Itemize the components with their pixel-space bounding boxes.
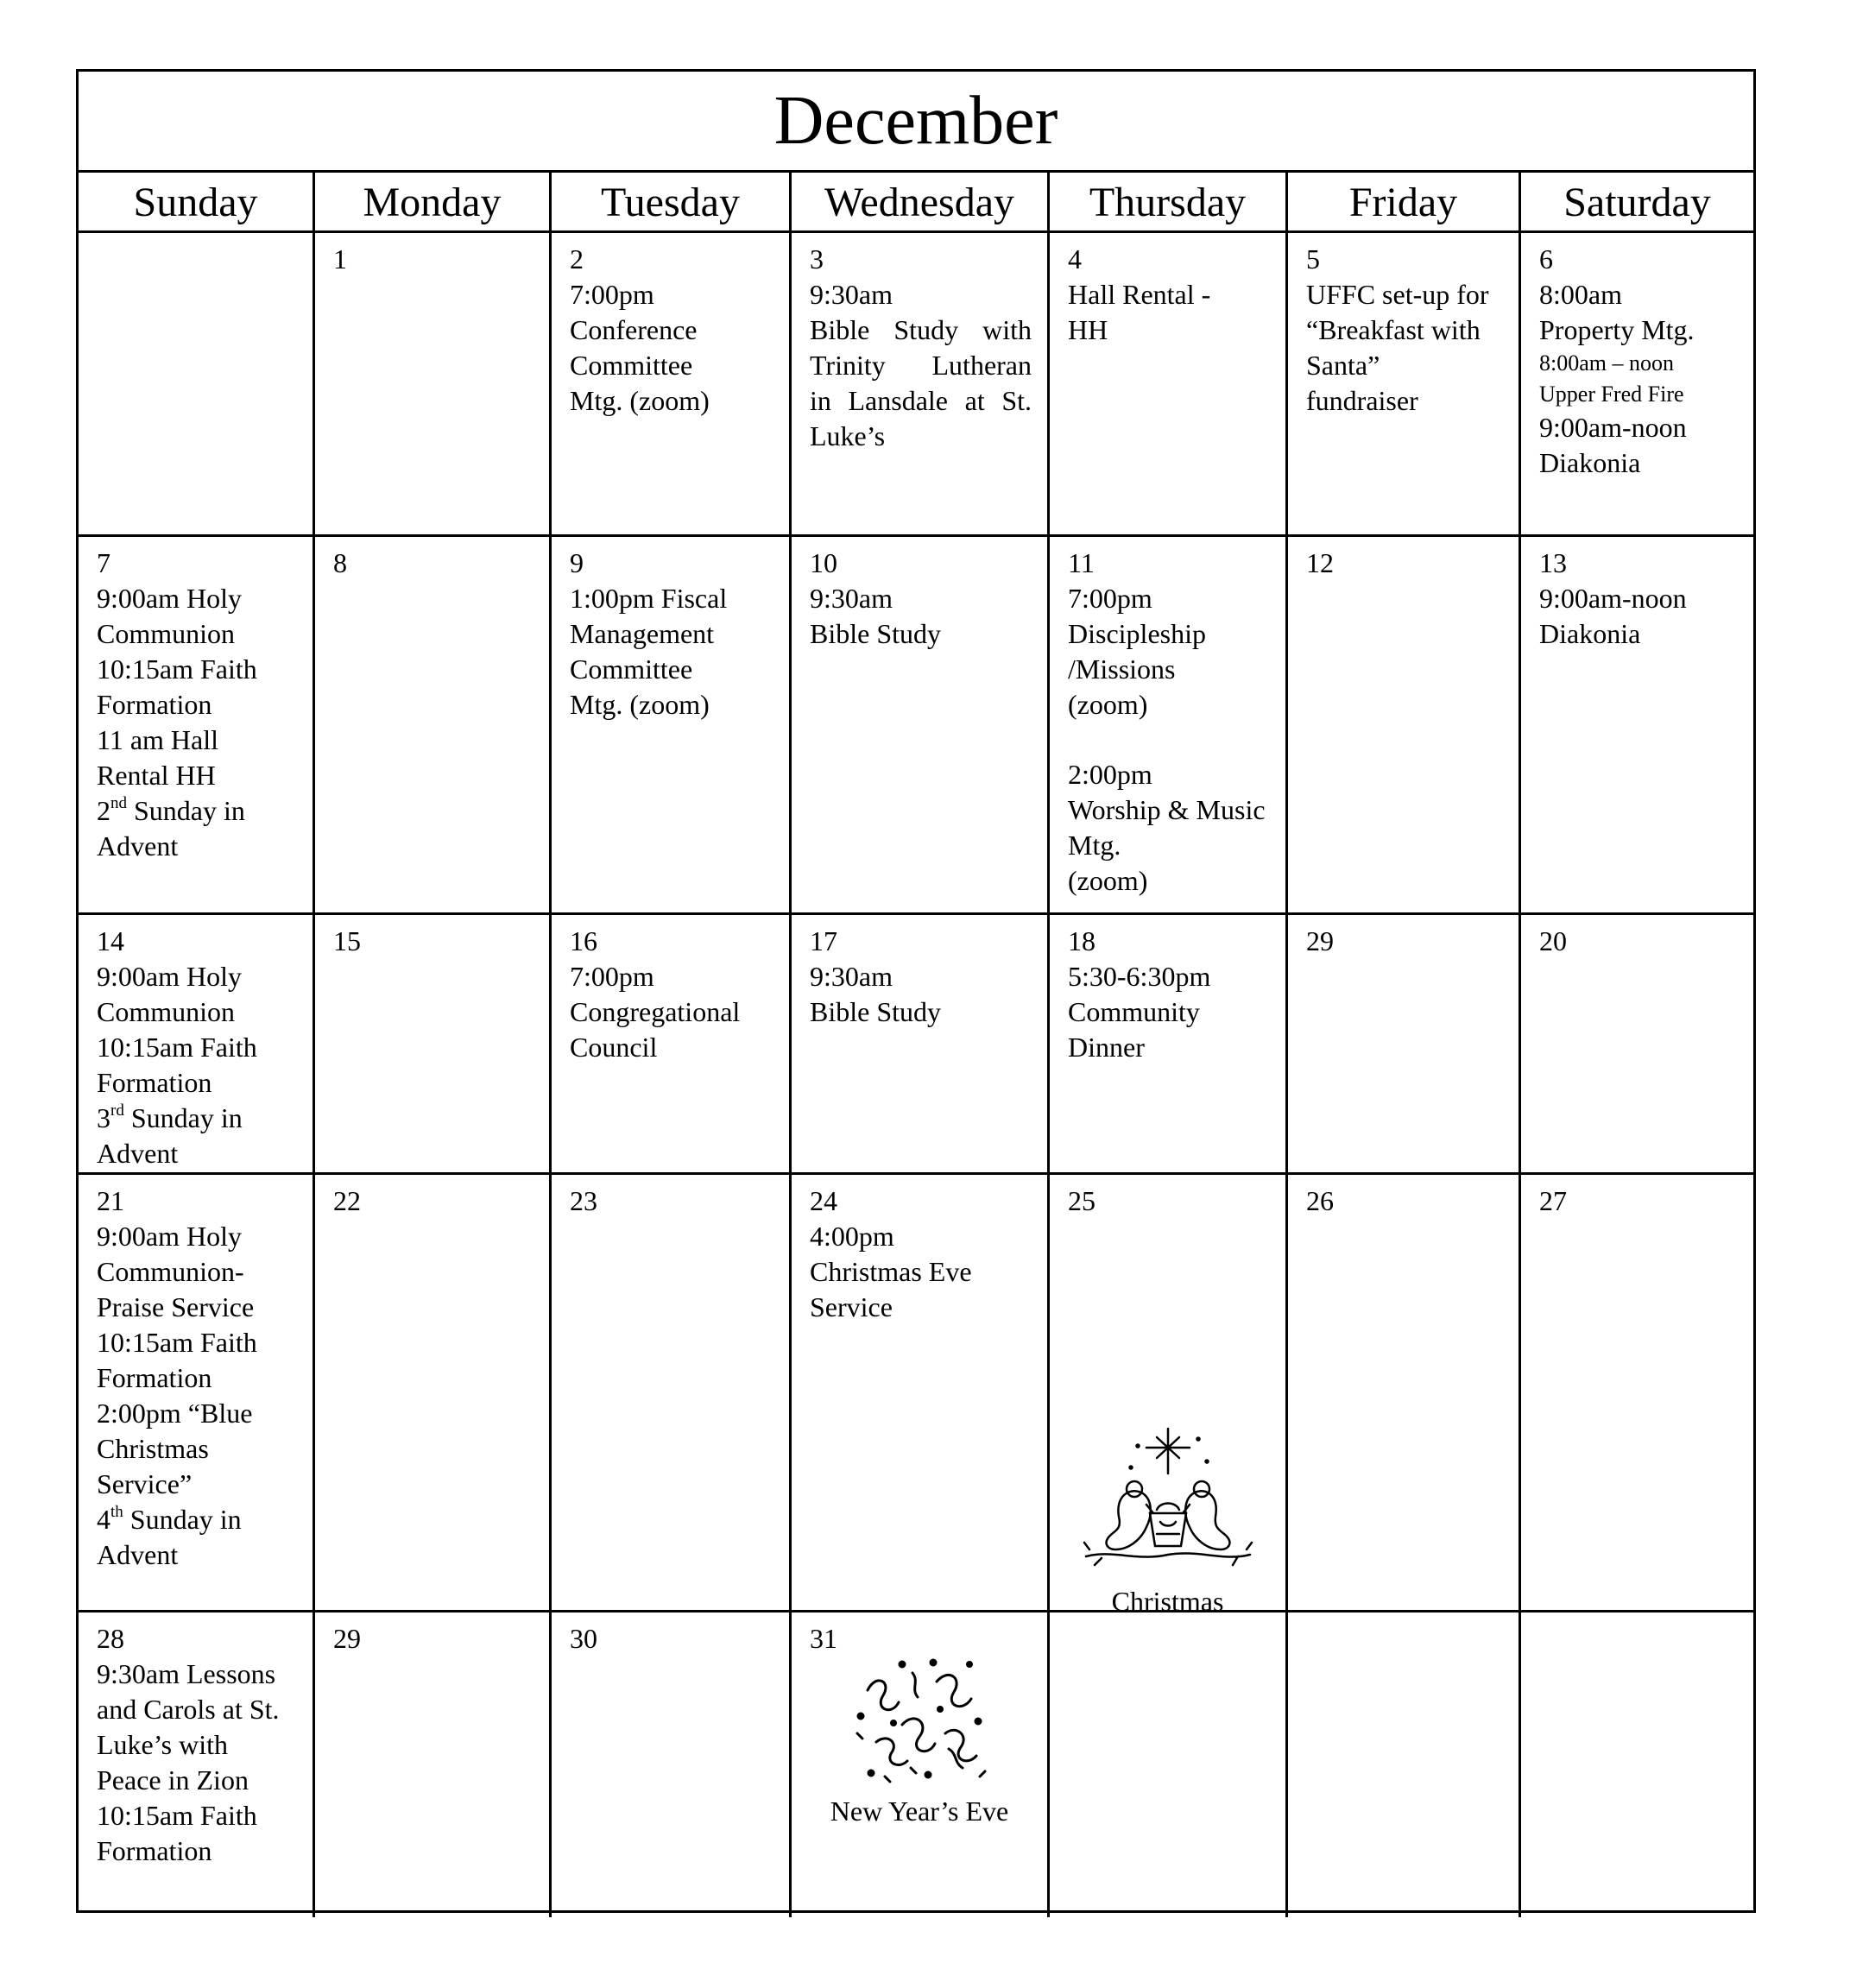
day-cell — [1050, 1175, 1288, 1612]
day-number: 15 — [333, 925, 361, 956]
holiday-caption: Christmas — [1111, 1586, 1224, 1612]
day-number: 17 — [810, 925, 837, 956]
event-line: Advent — [97, 1138, 179, 1169]
day-cell — [1288, 537, 1521, 915]
confetti-illustration — [792, 1656, 1047, 1828]
event-line: Santa” — [1306, 350, 1380, 381]
event-line: 1:00pm Fiscal — [570, 583, 728, 614]
event-line: Upper Fred Fire — [1539, 382, 1684, 407]
event-line: Luke’s — [810, 420, 886, 451]
day-cell — [792, 537, 1050, 915]
event-line: Management — [570, 618, 715, 649]
day-cell — [792, 1175, 1050, 1612]
event-line: (zoom) — [1068, 865, 1148, 896]
event-line: Communion- — [97, 1256, 244, 1287]
day-number: 28 — [97, 1623, 124, 1654]
day-cell — [79, 1612, 315, 1917]
day-cell — [1521, 915, 1753, 1175]
event-line: Bible Study — [810, 618, 942, 649]
event-line: (zoom) — [1068, 689, 1148, 720]
event-line: Christmas — [97, 1433, 209, 1464]
event-line: 11 am Hall — [97, 724, 218, 755]
event-line: 9:30am — [810, 961, 893, 992]
day-cell — [552, 915, 792, 1175]
event-line: Bible Study with — [810, 314, 1032, 345]
event-line: 9:30am — [810, 583, 893, 614]
event-line: Committee — [570, 350, 693, 381]
event-line: 8:00am — [1539, 279, 1622, 310]
event-line: 9:00am Holy — [97, 583, 242, 614]
day-number: 25 — [1068, 1185, 1095, 1216]
event-line: 3rd Sunday in — [97, 1101, 243, 1133]
day-number: 6 — [1539, 243, 1553, 275]
event-line: 9:00am Holy — [97, 1221, 242, 1252]
event-line: 7:00pm — [1068, 583, 1152, 614]
event-line: Dinner — [1068, 1032, 1145, 1063]
event-line: Community — [1068, 996, 1200, 1027]
event-line: 9:00am Holy — [97, 961, 242, 992]
calendar-grid — [79, 173, 1753, 1917]
event-line: Discipleship — [1068, 618, 1206, 649]
day-number: 8 — [333, 547, 347, 578]
weekday-header: Sunday — [79, 173, 315, 233]
day-cell — [315, 915, 552, 1175]
day-number: 11 — [1068, 547, 1095, 578]
day-number: 24 — [810, 1185, 837, 1216]
event-line: 2:00pm — [1068, 759, 1152, 790]
event-line: in Lansdale at St. — [810, 385, 1032, 416]
day-number: 21 — [97, 1185, 124, 1216]
day-cell — [1050, 1612, 1288, 1917]
day-cell — [79, 915, 315, 1175]
day-number: 1 — [333, 243, 347, 275]
day-number: 18 — [1068, 925, 1095, 956]
event-line: Advent — [97, 1539, 179, 1570]
event-line: 7:00pm — [570, 279, 654, 310]
nativity-illustration — [1050, 1420, 1285, 1612]
event-line: Formation — [97, 1835, 212, 1866]
event-line: Advent — [97, 830, 179, 861]
event-line: Formation — [97, 689, 212, 720]
day-cell — [792, 1612, 1050, 1917]
event-line: /Missions — [1068, 653, 1176, 685]
event-line: Formation — [97, 1362, 212, 1393]
event-line: Worship & Music — [1068, 794, 1266, 825]
day-cell — [1521, 1612, 1753, 1917]
event-line: and Carols at St. — [97, 1694, 280, 1725]
day-number: 13 — [1539, 547, 1567, 578]
day-number: 29 — [333, 1623, 361, 1654]
event-line: Council — [570, 1032, 658, 1063]
day-number: 23 — [570, 1185, 597, 1216]
event-line: Mtg. (zoom) — [570, 385, 710, 416]
weekday-header: Wednesday — [792, 173, 1050, 233]
event-line: Bible Study — [810, 996, 942, 1027]
event-line: 9:30am Lessons — [97, 1658, 276, 1689]
event-line: 9:00am-noon — [1539, 583, 1687, 614]
day-cell — [1288, 915, 1521, 1175]
event-line: Conference — [570, 314, 698, 345]
event-line: 9:00am-noon — [1539, 412, 1687, 443]
day-cell — [315, 233, 552, 537]
event-line: 2:00pm “Blue — [97, 1398, 253, 1429]
day-number: 7 — [97, 547, 110, 578]
event-line: 9:30am — [810, 279, 893, 310]
event-line: Peace in Zion — [97, 1764, 249, 1796]
day-number: 2 — [570, 243, 584, 275]
event-line: Rental HH — [97, 760, 216, 791]
day-number: 9 — [570, 547, 584, 578]
event-line: Christmas Eve — [810, 1256, 972, 1287]
event-line: Mtg. — [1068, 830, 1121, 861]
event-line: Service — [810, 1291, 893, 1322]
event-line: 8:00am – noon — [1539, 350, 1674, 376]
day-cell — [792, 915, 1050, 1175]
day-number: 29 — [1306, 925, 1334, 956]
event-line: Communion — [97, 618, 236, 649]
event-line: Congregational — [570, 996, 741, 1027]
day-cell — [79, 1175, 315, 1612]
day-number: 14 — [97, 925, 124, 956]
event-line: Committee — [570, 653, 693, 685]
event-line: Mtg. (zoom) — [570, 689, 710, 720]
event-line: Trinity Lutheran — [810, 350, 1032, 381]
day-cell — [1050, 537, 1288, 915]
event-line: 10:15am Faith — [97, 653, 257, 685]
weekday-header: Tuesday — [552, 173, 792, 233]
event-line: Luke’s with — [97, 1729, 228, 1760]
calendar — [76, 69, 1756, 1913]
day-cell — [1288, 1612, 1521, 1917]
event-line: Communion — [97, 996, 236, 1027]
weekday-header: Friday — [1288, 173, 1521, 233]
event-line: Diakonia — [1539, 447, 1641, 478]
event-line: “Breakfast with — [1306, 314, 1481, 345]
day-cell — [315, 537, 552, 915]
event-line: Praise Service — [97, 1291, 255, 1322]
day-number: 10 — [810, 547, 837, 578]
nativity-icon — [1077, 1420, 1259, 1575]
day-number: 22 — [333, 1185, 361, 1216]
day-cell — [1288, 233, 1521, 537]
event-line: 7:00pm — [570, 961, 654, 992]
day-number: 5 — [1306, 243, 1320, 275]
day-cell — [552, 537, 792, 915]
day-cell — [1050, 915, 1288, 1175]
weekday-header: Thursday — [1050, 173, 1288, 233]
day-number: 26 — [1306, 1185, 1334, 1216]
event-line: 4th Sunday in — [97, 1503, 242, 1535]
month-title: December — [79, 72, 1753, 173]
event-line: Diakonia — [1539, 618, 1641, 649]
event-line: Service” — [97, 1468, 193, 1499]
day-cell — [1521, 1175, 1753, 1612]
day-number: 31 — [810, 1623, 837, 1654]
day-cell — [792, 233, 1050, 537]
day-number: 4 — [1068, 243, 1082, 275]
day-number: 3 — [810, 243, 824, 275]
event-line: 5:30-6:30pm — [1068, 961, 1211, 992]
event-line: Formation — [97, 1067, 212, 1098]
day-cell — [79, 537, 315, 915]
event-line: 4:00pm — [810, 1221, 894, 1252]
event-line: fundraiser — [1306, 385, 1418, 416]
day-cell — [552, 1612, 792, 1917]
event-line: 10:15am Faith — [97, 1032, 257, 1063]
event-line: 10:15am Faith — [97, 1800, 257, 1831]
event-line — [1068, 723, 1270, 757]
day-cell — [79, 233, 315, 537]
event-line: 2nd Sunday in — [97, 794, 245, 826]
day-cell — [552, 1175, 792, 1612]
day-cell — [1521, 537, 1753, 915]
weekday-header: Monday — [315, 173, 552, 233]
event-line: Property Mtg. — [1539, 314, 1695, 345]
event-line: 10:15am Faith — [97, 1327, 257, 1358]
day-number: 12 — [1306, 547, 1334, 578]
day-number: 16 — [570, 925, 597, 956]
day-cell — [315, 1612, 552, 1917]
day-cell — [552, 233, 792, 537]
day-cell — [1050, 233, 1288, 537]
weekday-header: Saturday — [1521, 173, 1753, 233]
event-line: Hall Rental - — [1068, 279, 1211, 310]
event-line: HH — [1068, 314, 1108, 345]
holiday-caption: New Year’s Eve — [830, 1796, 1009, 1827]
event-line: UFFC set-up for — [1306, 279, 1489, 310]
day-cell — [1288, 1175, 1521, 1612]
day-number: 30 — [570, 1623, 597, 1654]
day-cell — [1521, 233, 1753, 537]
day-number: 20 — [1539, 925, 1567, 956]
confetti-icon — [850, 1656, 988, 1785]
day-number: 27 — [1539, 1185, 1567, 1216]
day-cell — [315, 1175, 552, 1612]
